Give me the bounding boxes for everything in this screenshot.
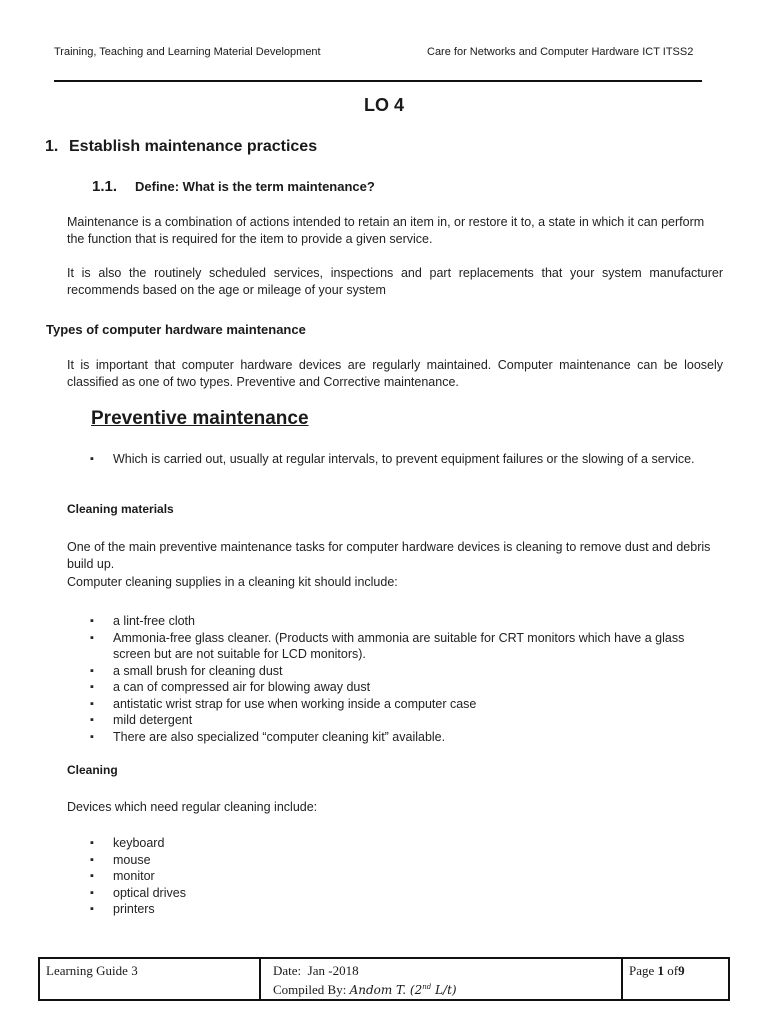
definition-paragraph-2: It is also the routinely scheduled services, inspections and part replacements that your system manufacturer recommends based on the age or mileage of your system [67, 266, 723, 297]
list-item: ▪ mouse [90, 852, 724, 869]
header-right-title: Care for Networks and Computer Hardware ICT ITSS2 [427, 46, 694, 58]
list-item: ▪ monitor [90, 868, 724, 885]
footer-compiled-label: Compiled By: [273, 982, 347, 997]
list-item: ▪ a lint-free cloth [90, 613, 724, 630]
footer-date [273, 963, 615, 979]
list-item: ▪ keyboard [90, 835, 724, 852]
list-item: ▪ antistatic wrist strap for use when working inside a computer case [90, 696, 724, 713]
list-item: ▪ optical drives [90, 885, 724, 902]
cleaning-materials-paragraph-2: Computer cleaning supplies in a cleaning kit should include: [67, 575, 398, 589]
footer-compiled-name [350, 983, 457, 997]
cleaning-supplies-list [90, 613, 724, 745]
footer-date-value: Jan -2018 [307, 963, 359, 978]
list-item: ▪ a small brush for cleaning dust [90, 663, 724, 680]
footer-date-label: Date: [273, 963, 302, 978]
compiled-name-text: Andom T. (2 [349, 983, 423, 997]
list-item: ▪ There are also specialized “computer cleaning kit” available. [90, 729, 724, 746]
compiled-name-sup: nd [422, 983, 432, 991]
list-item: ▪ a can of compressed air for blowing away dust [90, 679, 724, 696]
footer-of-label: of [667, 963, 679, 978]
list-item: ▪ Which is carried out, usually at regular intervals, to prevent equipment failures or the slowing of a service. [90, 451, 724, 468]
preventive-list [90, 451, 724, 468]
types-paragraph: It is important that computer hardware devices are regularly maintained. Computer maintenance can be loosely classified as one of two types. Preventive and Corrective maintenance. [67, 358, 723, 389]
footer-guide-cell [40, 959, 261, 999]
footer-page-label: Page [629, 963, 655, 978]
footer-guide: Learning Guide 3 [46, 963, 138, 978]
footer-table [38, 957, 730, 1001]
section-number: 1. [45, 138, 59, 155]
subsection-heading [92, 178, 375, 195]
list-item: ▪ printers [90, 901, 724, 918]
subsection-number: 1.1. [92, 178, 118, 195]
definition-paragraph-1: Maintenance is a combination of actions intended to retain an item in, or restore it to, a state in which it can perform the function that is required for the item to provide a given service. [67, 215, 705, 246]
types-heading: Types of computer hardware maintenance [46, 322, 306, 337]
footer-page-number: 1 [657, 963, 665, 978]
footer-date-cell [261, 959, 623, 999]
cleaning-paragraph: Devices which need regular cleaning include: [67, 800, 318, 814]
cleaning-heading: Cleaning [67, 763, 118, 777]
list-item: ▪ Ammonia-free glass cleaner. (Products with ammonia are suitable for CRT monitors which have a glass screen but are not suitable for LCD monitors). [90, 630, 724, 663]
compiled-name-suffix: L/t) [431, 983, 457, 997]
footer-page-total: 9 [678, 963, 685, 978]
footer-compiled [273, 979, 615, 998]
preventive-maintenance-title: Preventive maintenance [91, 408, 309, 429]
header-left-title: Training, Teaching and Learning Material Development [54, 46, 321, 58]
list-item: ▪ mild detergent [90, 712, 724, 729]
cleaning-materials-paragraph-1: One of the main preventive maintenance tasks for computer hardware devices is cleaning to remove dust and debris build up. [67, 540, 711, 571]
section-heading [45, 138, 317, 156]
footer-page-cell [623, 959, 728, 999]
section-title: Establish maintenance practices [69, 138, 318, 155]
subsection-title: Define: What is the term maintenance? [135, 179, 375, 194]
header-divider [54, 80, 702, 82]
cleaning-devices-list [90, 835, 724, 918]
cleaning-materials-heading: Cleaning materials [67, 502, 174, 516]
page-title: LO 4 [363, 95, 404, 115]
